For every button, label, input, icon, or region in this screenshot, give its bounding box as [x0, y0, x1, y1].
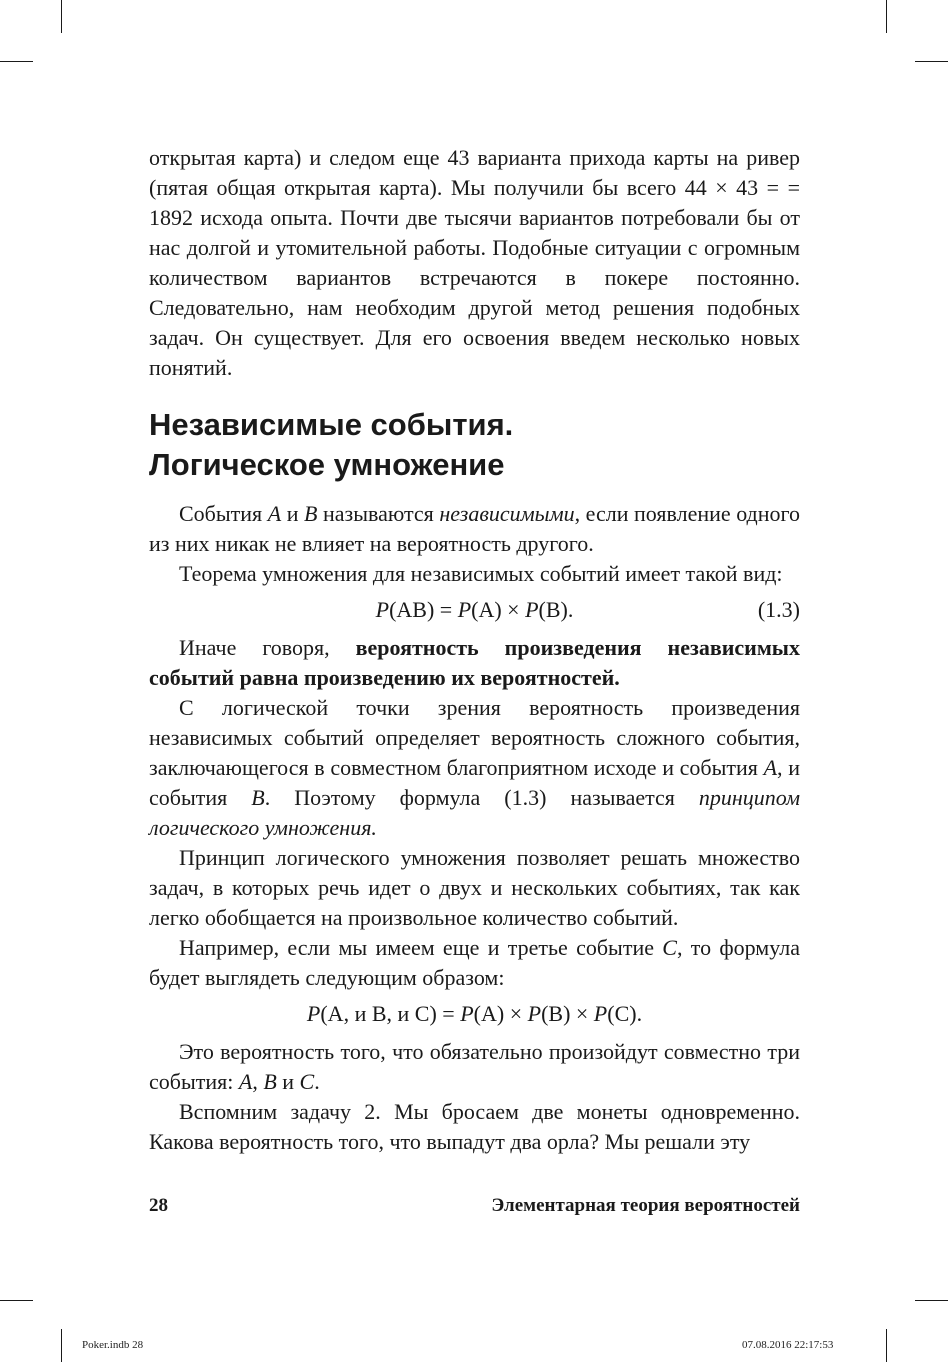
term: принципом логического умножения.: [149, 785, 800, 840]
variable: B: [263, 1069, 277, 1094]
variable: B: [304, 501, 318, 526]
page-number: 28: [149, 1195, 168, 1216]
running-title: Элементарная теория вероятностей: [491, 1195, 800, 1216]
variable: A: [763, 755, 778, 780]
variable: A: [267, 501, 282, 526]
variable: C: [299, 1069, 315, 1094]
formula-three-events: P(A, и B, и C) = P(A) × P(B) × P(C).: [306, 1001, 643, 1026]
slug-timestamp: 07.08.2016 22:17:53: [742, 1339, 834, 1351]
crop-mark: [915, 1300, 948, 1301]
paragraph: Это вероятность того, что обязательно произойдут совместно три события: A, B и C.: [149, 1039, 800, 1094]
emphasis: вероятность произведения независимых событий равна произведению их вероятностей.: [149, 635, 800, 690]
heading-line: Логическое умножение: [149, 447, 505, 482]
crop-mark: [915, 61, 948, 62]
paragraph: Принцип логического умножения позволяет решать множество задач, в которых речь идет о двух и нескольких событиях, так как легко обобщается на произвольное количество событий.: [149, 845, 800, 930]
variable: B: [251, 785, 265, 810]
paragraph: Например, если мы имеем еще и третье событие C, то формула будет выглядеть следующим образом:: [149, 935, 800, 990]
term: независимыми: [439, 501, 575, 526]
paragraph: Теорема умножения для независимых событий имеет такой вид:: [179, 561, 783, 586]
variable: A: [238, 1069, 253, 1094]
crop-mark: [61, 0, 62, 33]
page-body: [149, 143, 800, 1157]
heading-line: Независимые события.: [149, 407, 514, 442]
crop-mark: [0, 1300, 33, 1301]
crop-mark: [61, 1329, 62, 1362]
paragraph: С логической точки зрения вероятность произведения независимых событий определяет вероятность сложного события, заключающегося в совместном благоприятном исходе и события A, и события B. Поэтому формула (1.3) называется принципом логического умножения.: [149, 695, 800, 840]
variable: C: [662, 935, 677, 960]
paragraph: Вспомним задачу 2. Мы бросаем две монеты одновременно. Какова вероятность того, что выпадут два орла? Мы решали эту: [149, 1099, 800, 1154]
paragraph: открытая карта) и следом еще 43 варианта прихода карты на ривер (пятая общая открытая карта). Мы получили бы всего 44 × 43 = = 1892 исхода опыта. Почти две тысячи вариантов потребовали бы от нас долгой и утомительной работы. Подобные ситуации с огромным количеством вариантов встречаются в покере постоянно. Следовательно, нам необходим другой метод решения подобных задач. Он существует. Для его освоения введем несколько новых понятий.: [149, 145, 800, 380]
crop-mark: [0, 61, 33, 62]
formula-1-3: P(AB) = P(A) × P(B). (1.3): [149, 595, 800, 625]
crop-mark: [886, 0, 887, 33]
slug-file: Poker.indb 28: [82, 1339, 144, 1351]
section-heading: [149, 405, 800, 485]
page-footer: [149, 1192, 800, 1220]
equation-number: (1.3): [757, 597, 800, 622]
paragraph: Иначе говоря, вероятность произведения независимых событий равна произведению их вероятностей.: [149, 635, 800, 690]
crop-mark: [886, 1329, 887, 1362]
paragraph: События A и B называются независимыми, если появление одного из них никак не влияет на вероятность другого.: [149, 501, 800, 556]
